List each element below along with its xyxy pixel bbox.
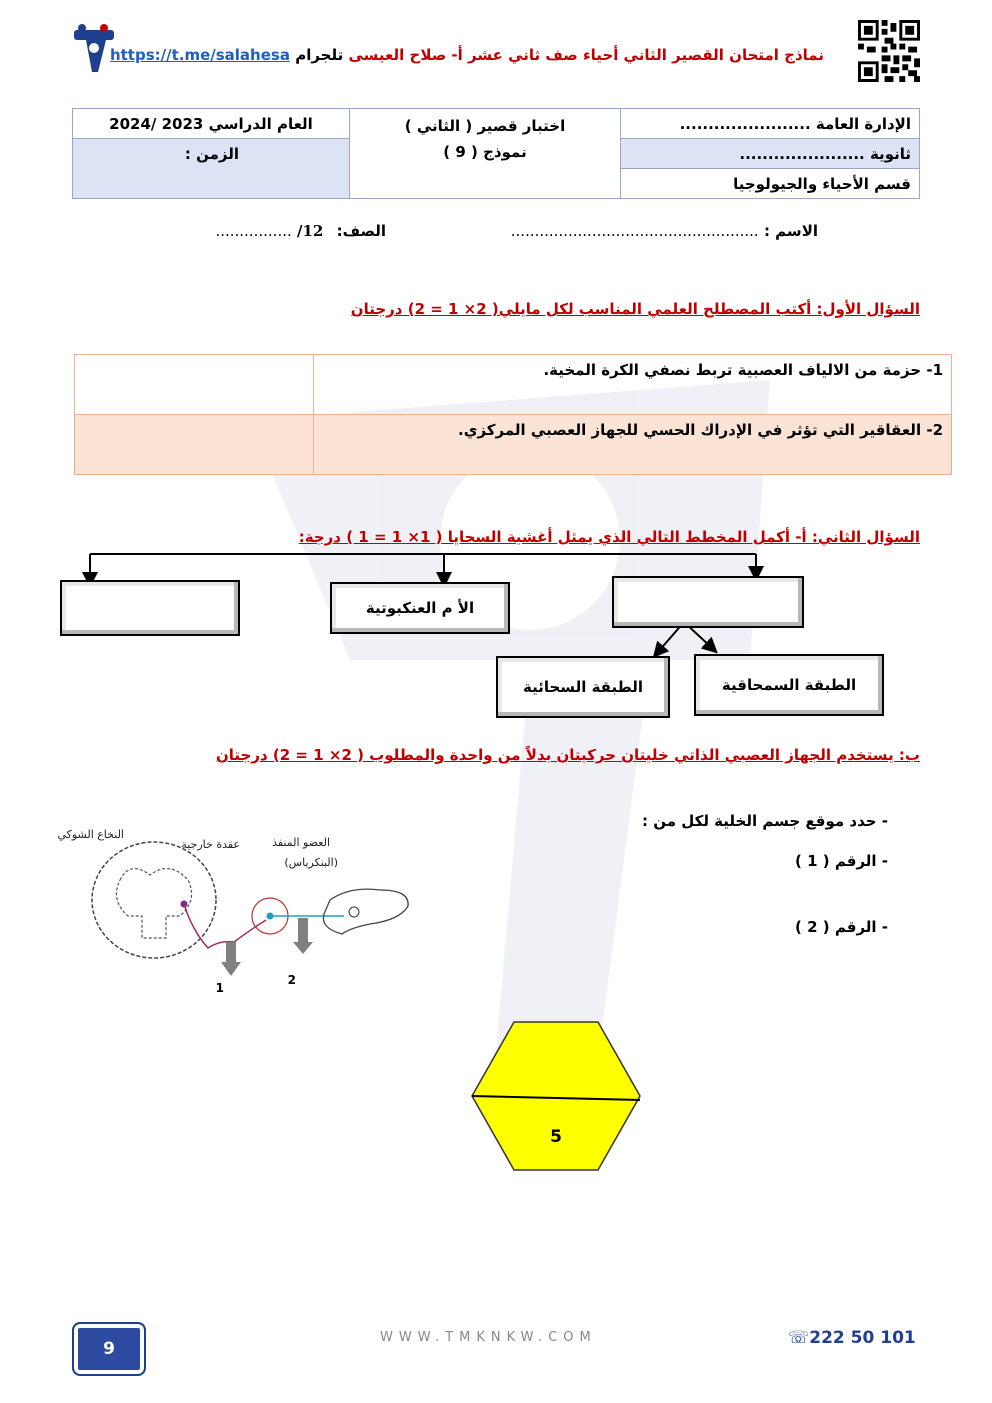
q2b-title: ب: يستخدم الجهاز العصبي الذاتي خليتان حركيتان بدلاً من واحدة والمطلوب ( 2× 1 = 2) درجتان	[215, 746, 920, 764]
name-label: الاسم :	[763, 222, 818, 240]
page-number-badge: 9	[72, 1322, 146, 1376]
year-cell: العام الدراسي 2023 /2024	[73, 109, 350, 139]
q1-item-1	[314, 355, 952, 415]
q2b-line-2: - الرقم ( 1 )	[795, 852, 888, 870]
meninges-middle-label: الأ م العنكبوتية	[365, 599, 475, 617]
exam-title-cell	[350, 109, 621, 199]
exam-model: نموذج ( 9 )	[443, 143, 527, 161]
telegram-link[interactable]: https://t.me/salahesa	[109, 46, 290, 64]
meninges-sub-left-label: الطبقة السحائية	[523, 678, 643, 696]
class-label: الصف:	[336, 222, 386, 240]
meninges-answer-box[interactable]	[60, 580, 240, 636]
q1-answer-1[interactable]	[75, 355, 314, 415]
label-spinal-cord: النخاع الشوكي	[57, 828, 124, 841]
exam-title: اختبار قصير ( الثاني )	[404, 117, 566, 135]
q1-item-2-num: 2-	[926, 421, 943, 439]
autonomic-pathway-diagram	[57, 820, 420, 1000]
q1-answer-2[interactable]	[75, 415, 314, 475]
meninges-sub-right-label: الطبقة السمحاقية	[721, 676, 857, 694]
header-title-text: نماذج امتحان القصير الثاني أحياء صف ثاني عشر أ- صلاح العيسى	[348, 46, 824, 64]
footer-website: WWW.TMKNKW.COM	[380, 1330, 597, 1345]
meninges-sub-left-box	[496, 656, 670, 718]
q2-title: السؤال الثاني: أ- أكمل المخطط التالي الذي يمثل أغشية السحايا ( 1× 1 = 1 ) درجة:	[298, 528, 920, 546]
header-title	[104, 46, 824, 64]
hexagon-score-shape	[468, 1020, 644, 1172]
meninges-outer-box[interactable]	[612, 576, 804, 628]
student-class-line	[215, 222, 386, 240]
header-title-suffix: تلجرام	[295, 46, 344, 64]
q1-item-2	[314, 415, 952, 475]
exam-info-table	[72, 108, 920, 199]
department-cell: قسم الأحياء والجيولوجيا	[621, 169, 920, 199]
hexagon-score-value: 5	[550, 1127, 562, 1147]
name-field[interactable]: ....................................................	[510, 222, 759, 240]
q1-title: السؤال الأول: أكتب المصطلح العلمي المناسب لكل مايلي( 2× 1 = 2) درجتان	[350, 300, 920, 318]
label-number-1: 1	[215, 981, 224, 995]
qr-code-icon	[858, 20, 920, 82]
label-number-2: 2	[287, 973, 296, 987]
q1-item-1-num: 1-	[926, 361, 943, 379]
q1-table	[74, 354, 952, 475]
q2b-line-3: - الرقم ( 2 )	[795, 918, 888, 936]
q1-item-2-text: العقاقير التي تؤثر في الإدراك الحسي للجهاز العصبي المركزي.	[458, 421, 922, 439]
q2b-line-1: - حدد موقع جسم الخلية لكل من :	[641, 812, 888, 830]
label-pancreas: (البنكرياس)	[284, 856, 338, 869]
class-value: 12/	[296, 222, 324, 240]
meninges-middle-box	[330, 582, 510, 634]
meninges-sub-right-box	[694, 654, 884, 716]
student-name-line	[511, 222, 818, 240]
label-ganglion: عقدة خارجية	[181, 838, 240, 851]
footer-phone: ☏222 50 101	[788, 1328, 916, 1348]
label-effector-organ: العضو المنفذ	[272, 836, 330, 849]
school-cell: ثانوية ......................	[621, 139, 920, 169]
class-field[interactable]: ................	[215, 222, 292, 240]
q1-item-1-text: حزمة من الالياف العصبية تربط نصفي الكرة المخية.	[543, 361, 922, 379]
time-cell: الزمن :	[73, 139, 350, 199]
admin-cell: الإدارة العامة .......................	[621, 109, 920, 139]
